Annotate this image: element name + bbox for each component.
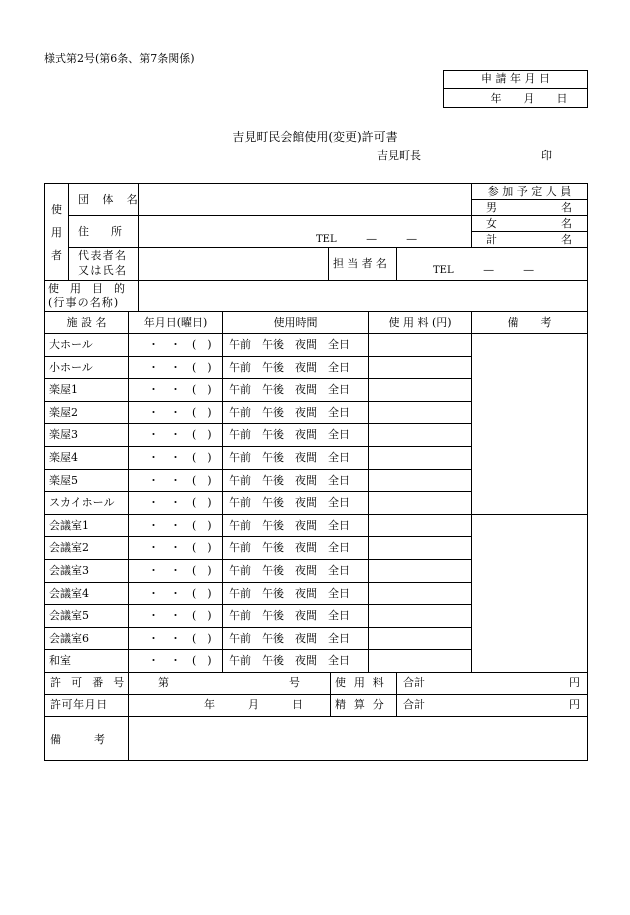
purpose-label-2: (行事の名称) xyxy=(48,296,120,309)
contact-person-label: 担当者名 xyxy=(333,257,391,270)
facility-name: 楽屋1 xyxy=(49,383,78,396)
facility-time-options: 午前 午後 夜間 全日 xyxy=(229,474,350,487)
facility-time-options: 午前 午後 夜間 全日 xyxy=(229,383,350,396)
participants-male-label: 男 xyxy=(486,201,497,214)
facility-date: ・ ・ ( ) xyxy=(148,609,212,622)
facility-name: 楽屋3 xyxy=(49,428,78,441)
facility-time-options: 午前 午後 夜間 全日 xyxy=(229,564,350,577)
facility-time-options: 午前 午後 夜間 全日 xyxy=(229,496,350,509)
permit-date-label: 許可年月日 xyxy=(50,698,108,711)
representative-label-2: 又は氏名 xyxy=(78,264,128,277)
facility-name: 小ホール xyxy=(49,361,93,374)
participants-total-label: 計 xyxy=(486,233,497,246)
participants-male-unit: 名 xyxy=(561,201,572,214)
header-date: 年月日(曜日) xyxy=(143,316,208,329)
header-facility: 施 設 名 xyxy=(66,316,107,329)
facility-name: スカイホール xyxy=(49,496,115,509)
facility-date: ・ ・ ( ) xyxy=(148,406,212,419)
facility-date: ・ ・ ( ) xyxy=(148,564,212,577)
settlement-unit: 円 xyxy=(569,698,580,711)
facility-date: ・ ・ ( ) xyxy=(148,496,212,509)
user-section-label-2: 用 xyxy=(51,226,62,239)
permit-number-prefix: 第 xyxy=(158,676,169,689)
facility-time-options: 午前 午後 夜間 全日 xyxy=(229,361,350,374)
facility-name: 会議室5 xyxy=(49,609,89,622)
header-fee: 使 用 料 (円) xyxy=(388,316,452,329)
representative-label-1: 代表者名 xyxy=(78,249,128,262)
facility-name: 会議室1 xyxy=(49,519,89,532)
header-time: 使用時間 xyxy=(273,316,318,329)
facility-time-options: 午前 午後 夜間 全日 xyxy=(229,519,350,532)
facility-time-options: 午前 午後 夜間 全日 xyxy=(229,406,350,419)
facility-name: 大ホール xyxy=(49,338,93,351)
address-tel: TEL ― ― xyxy=(316,234,417,245)
facility-name: 楽屋4 xyxy=(49,451,78,464)
facility-date: ・ ・ ( ) xyxy=(148,451,212,464)
facility-time-options: 午前 午後 夜間 全日 xyxy=(229,587,350,600)
permit-date-value: 年 月 日 xyxy=(204,698,303,711)
participants-total-unit: 名 xyxy=(561,233,572,246)
facility-date: ・ ・ ( ) xyxy=(148,541,212,554)
address-label: 住 所 xyxy=(78,225,122,238)
facility-name: 会議室2 xyxy=(49,541,89,554)
header-remarks: 備 考 xyxy=(507,316,552,329)
facility-date: ・ ・ ( ) xyxy=(148,383,212,396)
user-section-label-1: 使 xyxy=(51,203,62,216)
facility-name: 会議室3 xyxy=(49,564,89,577)
facility-time-options: 午前 午後 夜間 全日 xyxy=(229,632,350,645)
facility-time-options: 午前 午後 夜間 全日 xyxy=(229,451,350,464)
contact-tel: TEL ― ― xyxy=(433,265,534,276)
org-name-label: 団 体 名 xyxy=(78,193,143,206)
facility-name: 和室 xyxy=(49,654,71,667)
facility-time-options: 午前 午後 夜間 全日 xyxy=(229,428,350,441)
facility-date: ・ ・ ( ) xyxy=(148,428,212,441)
application-date-label: 申 請 年 月 日 xyxy=(481,72,550,85)
user-section-label-3: 者 xyxy=(51,249,62,262)
seal-mark: 印 xyxy=(541,149,552,162)
facility-name: 会議室6 xyxy=(49,632,89,645)
settlement-label: 精 算 分 xyxy=(335,698,386,711)
participants-label: 参 加 予 定 人 員 xyxy=(487,185,572,198)
facility-date: ・ ・ ( ) xyxy=(148,632,212,645)
participants-female-unit: 名 xyxy=(561,217,572,230)
purpose-label-1: 使 用 目 的 xyxy=(48,282,125,295)
participants-female-label: 女 xyxy=(486,217,497,230)
facility-time-options: 午前 午後 夜間 全日 xyxy=(229,338,350,351)
permit-number-label: 許 可 番 号 xyxy=(50,676,128,689)
application-date-value: 年 月 日 xyxy=(490,92,568,105)
facility-name: 会議室4 xyxy=(49,587,89,600)
page-title: 吉見町民会館使用(変更)許可書 xyxy=(232,130,398,144)
facility-time-options: 午前 午後 夜間 全日 xyxy=(229,609,350,622)
facility-date: ・ ・ ( ) xyxy=(148,587,212,600)
facility-date: ・ ・ ( ) xyxy=(148,519,212,532)
facility-name: 楽屋5 xyxy=(49,474,78,487)
facility-date: ・ ・ ( ) xyxy=(148,474,212,487)
remarks-label: 備 考 xyxy=(50,733,105,746)
permit-number-suffix: 号 xyxy=(289,676,300,689)
issuer: 吉見町長 xyxy=(377,149,421,162)
fee-total-label: 合計 xyxy=(403,676,425,689)
facility-date: ・ ・ ( ) xyxy=(148,361,212,374)
facility-time-options: 午前 午後 夜間 全日 xyxy=(229,541,350,554)
facility-date: ・ ・ ( ) xyxy=(148,654,212,667)
facility-name: 楽屋2 xyxy=(49,406,78,419)
fee-unit: 円 xyxy=(569,676,580,689)
facility-time-options: 午前 午後 夜間 全日 xyxy=(229,654,350,667)
fee-label: 使 用 料 xyxy=(335,676,386,689)
facility-date: ・ ・ ( ) xyxy=(148,338,212,351)
form-number: 様式第2号(第6条、第7条関係) xyxy=(44,52,195,65)
settlement-total-label: 合計 xyxy=(403,698,425,711)
